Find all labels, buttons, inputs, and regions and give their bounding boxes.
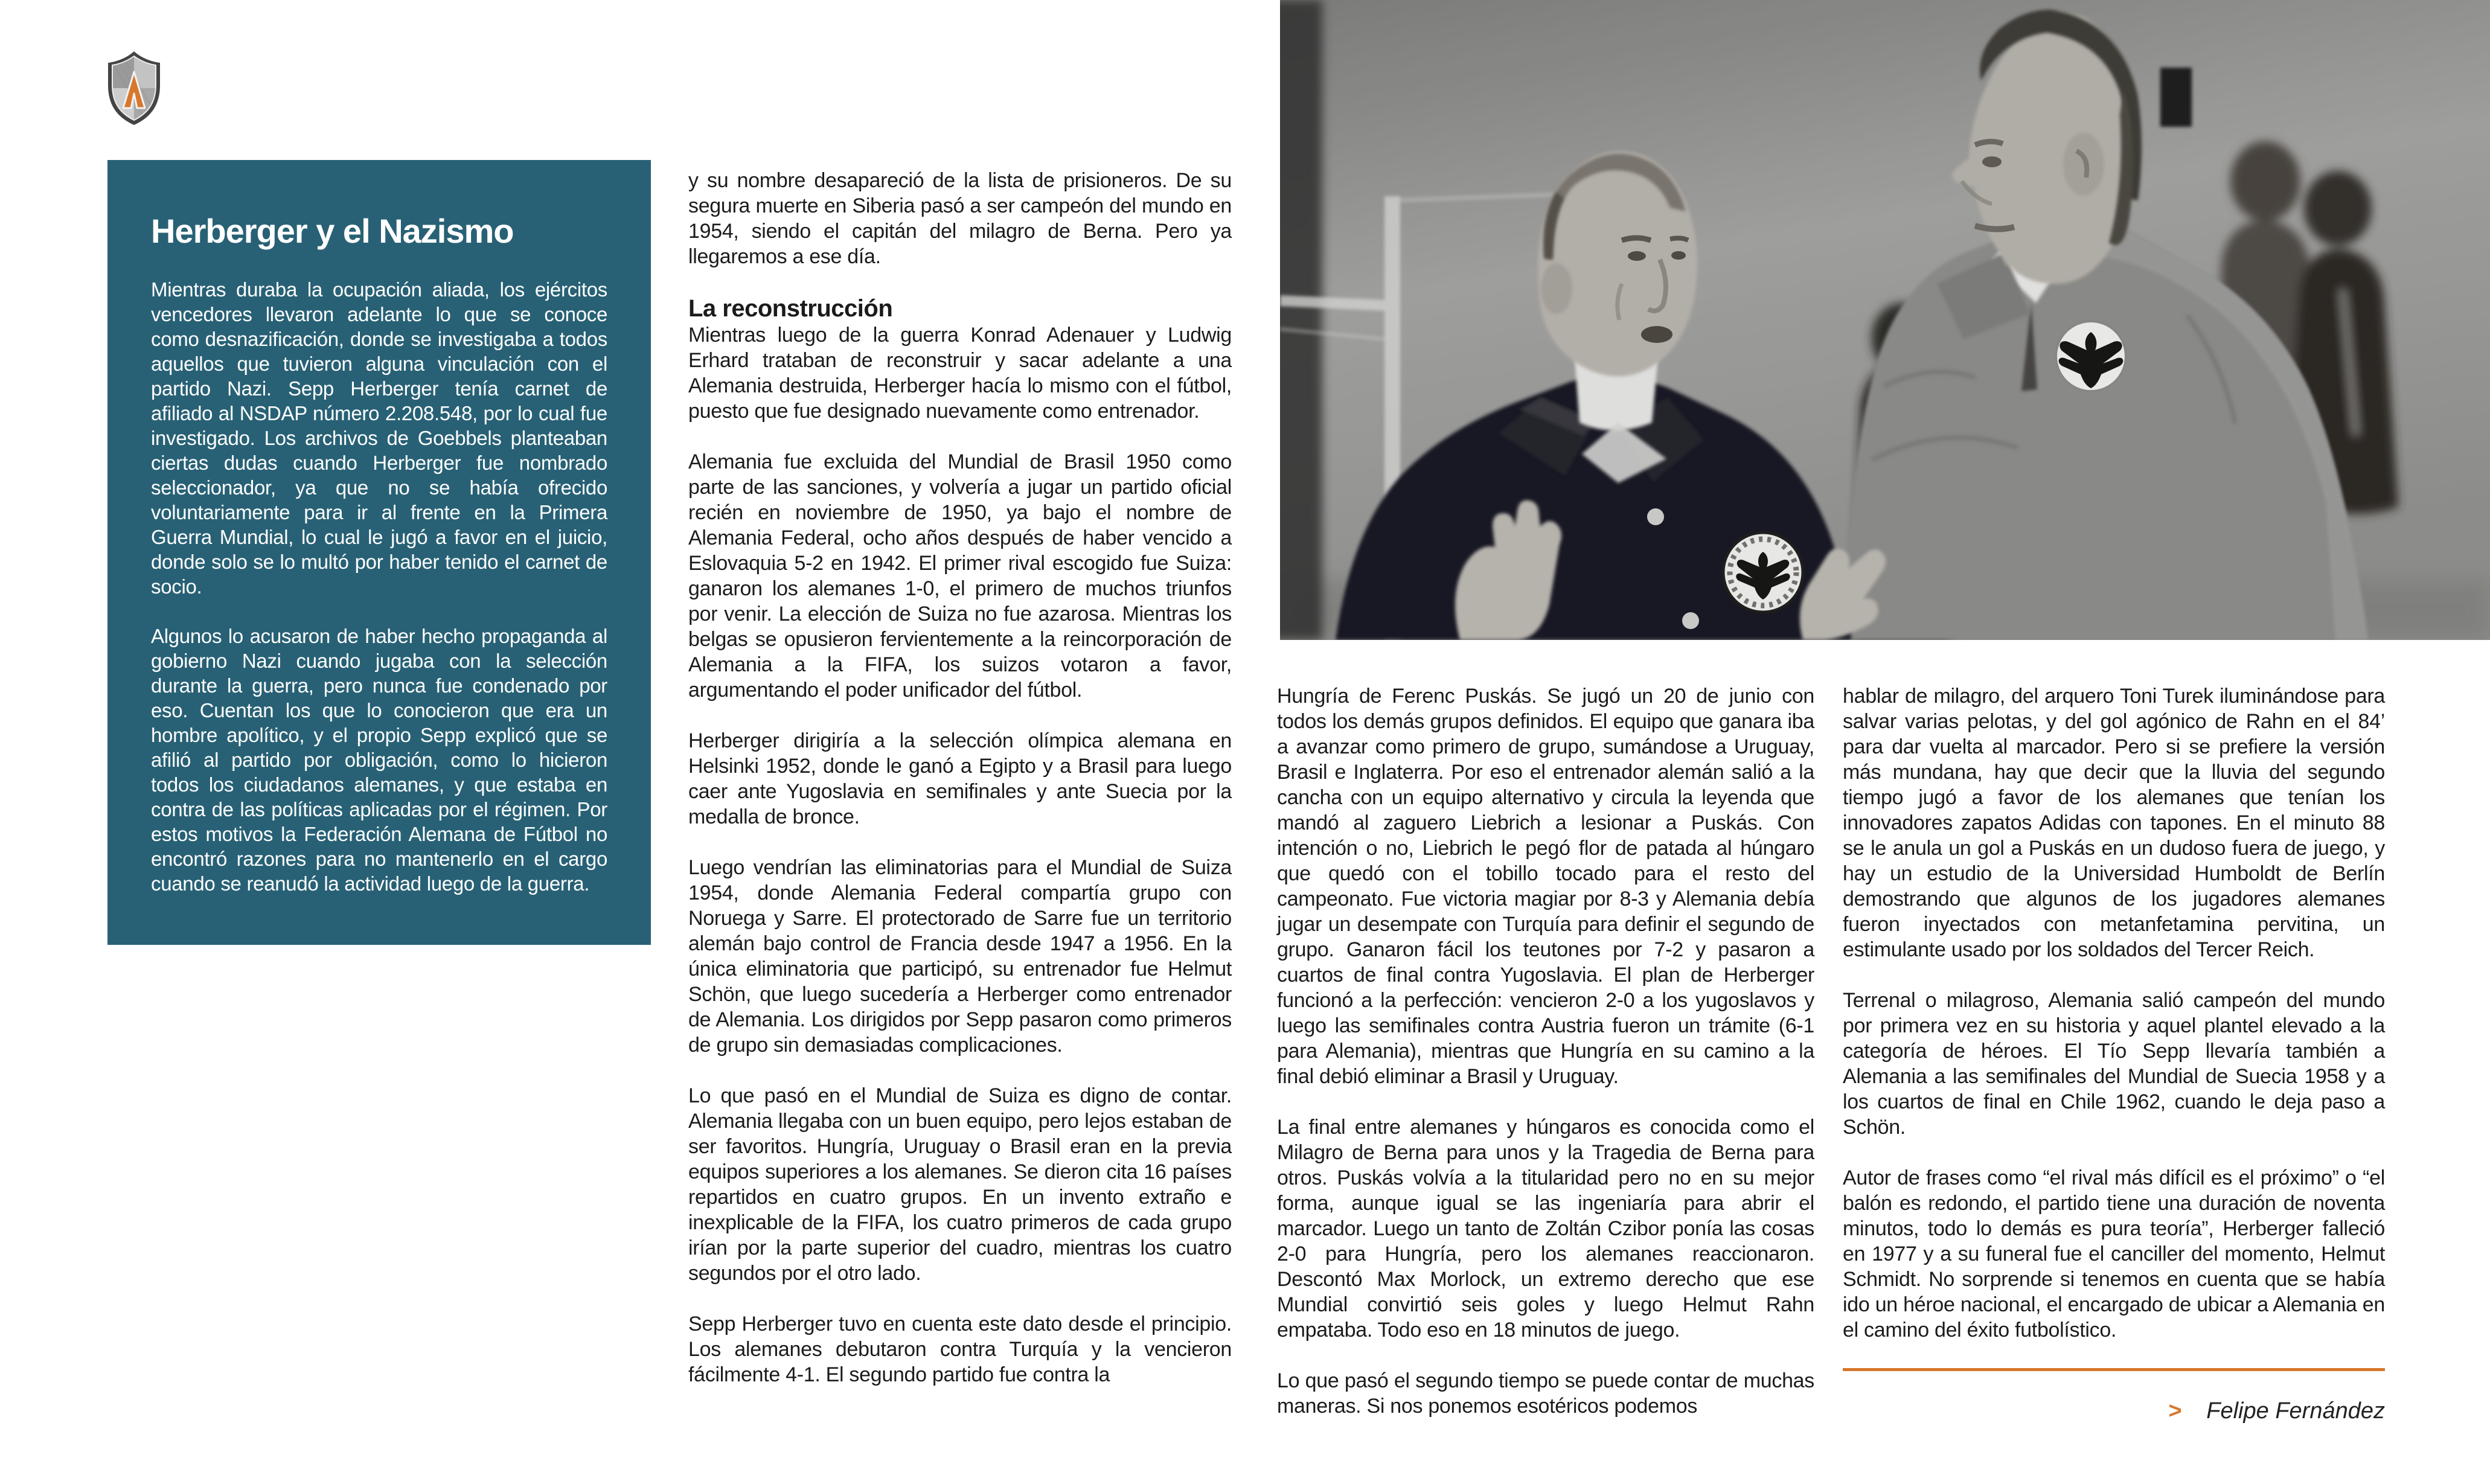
- byline: [1843, 1398, 2385, 1424]
- body-paragraph: Mientras luego de la guerra Konrad Adenauer y Ludwig Erhard trataban de reconstruir y sacar adelante a una Alemania destruida, Herberger hacía lo mismo con el fútbol, puesto que fue designado nuevamente como entrenador.: [688, 324, 1232, 423]
- body-paragraph: Luego vendrían las eliminatorias para el Mundial de Suiza 1954, donde Alemania Federal compartía grupo con Noruega y Sarre. El protectorado de Sarre fue un territorio alemán bajo control de Francia desde 1947 a 1956. En la única eliminatoria que participó, su entrenador fue Helmut Schön, que luego sucedería a Herberger como entrenador de Alemania. Los dirigidos por Sepp pasaron como primeros de grupo sin demasiadas complicaciones.: [688, 856, 1232, 1057]
- byline-author: Felipe Fernández: [2206, 1398, 2385, 1424]
- body-paragraph: Lo que pasó en el Mundial de Suiza es digno de contar. Alemania llegaba con un buen equipo, pero lejos estaban de ser favoritos. Hungría, Uruguay o Brasil eran en la previa equipos superiores a los alemanes. Se dieron cita 16 países repartidos en cuatro grupos. En un invento extraño e inexplicable de la FIFA, los cuatro primeros de cada grupo irían por la parte superior del cuadro, mientras los cuatro segundos por el otro lado.: [688, 1084, 1232, 1285]
- body-paragraph: Terrenal o milagroso, Alemania salió campeón del mundo por primera vez en su historia y aquel plantel elevado a la categoría de héroes. El Tío Sepp llevaría también a Alemania a las semifinales del Mundial de Suecia 1958 y a los cuartos de final en Chile 1962, cuando le deja paso a Schön.: [1843, 989, 2385, 1139]
- column-three: [1277, 683, 1814, 1444]
- body-paragraph: hablar de milagro, del arquero Toni Turek iluminándose para salvar varias pelotas, y del gol agónico de Rahn en el 84’ para dar vuelta al marcador. Pero si se prefiere la versión más mundana, hay que decir que la lluvia del segundo tiempo jugó a favor de los alemanes que tenían los innovadores zapatos Adidas con tapones. En el minuto 88 se le anula un gol a Puskás en un dudoso fuera de juego, y hay un estudio de la Universidad Humboldt de Berlín demostrando que algunos de los jugadores alemanes fueron inyectados con metanfetamina pervitina, un estimulante usado por los soldados del Tercer Reich.: [1843, 685, 2385, 961]
- chevron-right-icon: >: [2168, 1398, 2182, 1424]
- body-paragraph: Autor de frases como “el rival más difícil es el próximo” o “el balón es redondo, el partido tiene una duración de noventa minutos, todo lo demás es pura teoría”, Herberger falleció en 1977 y a su funeral fue el canciller del momento, Helmut Schmidt. No sorprende si tenemos en cuenta que se había ido un héroe nacional, el encargado de ubicar a Alemania en el camino del éxito futbolístico.: [1843, 1166, 2385, 1342]
- sidebar-paragraph: Mientras duraba la ocupación aliada, los ejércitos vencedores llevaron adelante lo que se conoce como desnazificación, donde se investigaba a todos aquellos que tuvieron alguna vinculación con el partido Nazi. Sepp Herberger tenía carnet de afiliado al NSDAP número 2.208.548, por lo cual fue investigado. Los archivos de Goebbels planteaban ciertas dudas cuando Herberger fue nombrado seleccionador, ya que no se había ofrecido voluntariamente para ir al frente en la Primera Guerra Mundial, lo cual le jugó a favor en el juicio, donde solo se lo multó por haber tenido el carnet de socio.: [151, 278, 607, 598]
- column-four: [1843, 683, 2385, 1424]
- body-paragraph: Hungría de Ferenc Puskás. Se jugó un 20 de junio con todos los demás grupos definidos. El equipo que ganara iba a avanzar como primero de grupo, sumándose a Uruguay, Brasil e Inglaterra. Por eso el entrenador alemán salió a la cancha con un equipo alternativo y circula la leyenda que mandó al zaguero Liebrich a lesionar a Puskás. Con intención o no, Liebrich le pegó flor de patada al húngaro que quedó con el tobillo tocado para el resto del campeonato. Fue victoria magiar por 8-3 y Alemania debía jugar un desempate con Turquía para definir el segundo de grupo. Ganaron fácil los teutones por 7-2 y pasaron a cuartos de final contra Yugoslavia. El plan de Herberger funcionó a la perfección: vencieron 2-0 a los yugoslavos y luego las semifinales contra Austria fueron un trámite (6-1 para Alemania), mientras que Hungría en su camino a la final debió eliminar a Brasil y Uruguay.: [1277, 685, 1814, 1088]
- byline-rule: [1843, 1368, 2385, 1371]
- body-paragraph: Lo que pasó el segundo tiempo se puede contar de muchas maneras. Si nos ponemos esotéricos podemos: [1277, 1369, 1814, 1418]
- section-heading: La reconstrucción: [688, 295, 893, 322]
- sidebar-paragraph: Algunos lo acusaron de haber hecho propaganda al gobierno Nazi cuando jugaba con la selección durante la guerra, pero nunca fue condenado por eso. Cuentan los que lo conocieron que era un hombre apolítico, y el propio Sepp explicó que se afilió al partido por obligación, como lo hicieron todos los ciudadanos alemanes, y que estaba en contra de las políticas aplicadas por el régimen. Por estos motivos la Federación Alemana de Fútbol no encontró razones para no mantenerlo en el cargo cuando se reanudó la actividad luego de la guerra.: [151, 625, 607, 895]
- body-paragraph: y su nombre desapareció de la lista de prisioneros. De su segura muerte en Siberia pasó a ser campeón del mundo en 1954, siendo el capitán del milagro de Berna. Pero ya llegaremos a ese día.: [688, 169, 1232, 268]
- sidebar-box: [107, 160, 651, 945]
- body-paragraph: Sepp Herberger tuvo en cuenta este dato desde el principio. Los alemanes debutaron contra Turquía y la vencieron fácilmente 4-1. El segundo partido fue contra la: [688, 1313, 1232, 1386]
- body-paragraph: Alemania fue excluida del Mundial de Brasil 1950 como parte de las sanciones, y volvería a jugar un partido oficial recién en noviembre de 1950, ya bajo el nombre de Alemania Federal, ocho años después de haber vencido a Eslovaquia 5-2 en 1942. El primer rival escogido fue Suiza: ganaron los alemanes 1-0, el primero de muchos triunfos por venir. La elección de Suiza no fue azarosa. Mientras los belgas se opusieron fervientemente a la reincorporación de Alemania a la FIFA, los suizos votaron a favor, argumentando el poder unificador del fútbol.: [688, 450, 1232, 702]
- column-middle: [688, 168, 1232, 1413]
- sidebar-title: Herberger y el Nazismo: [151, 212, 514, 250]
- shield-logo-icon: [106, 50, 162, 126]
- body-paragraph: La final entre alemanes y húngaros es conocida como el Milagro de Berna para unos y la Tragedia de Berna para otros. Puskás volvía a la titularidad pero no en su mejor forma, aunque igual se las ingeniaría para abrir el marcador. Luego un tanto de Zoltán Czibor ponía las cosas 2-0 para Hungría, pero los alemanes reaccionaron. Descontó Max Morlock, un extremo derecho que ese Mundial convirtió seis goles y luego Helmut Rahn empataba. Todo eso en 18 minutos de juego.: [1277, 1116, 1814, 1342]
- article-photo: [1280, 0, 2490, 640]
- body-paragraph: Herberger dirigiría a la selección olímpica alemana en Helsinki 1952, donde le ganó a Egipto y a Brasil para luego caer ante Yugoslavia en semifinales y ante Suecia por la medalla de bronce.: [688, 729, 1232, 828]
